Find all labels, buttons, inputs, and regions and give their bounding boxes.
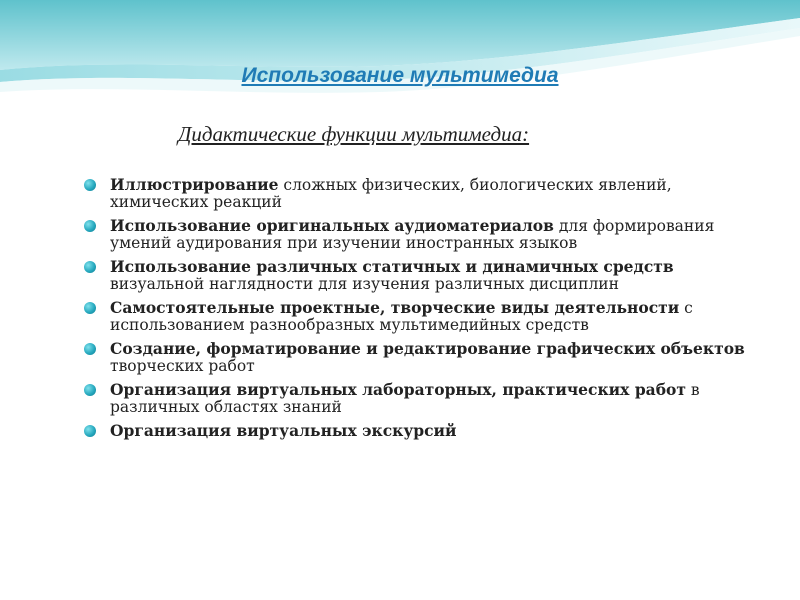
list-item (82, 258, 752, 293)
list-item (82, 299, 752, 334)
item-bold: Самостоятельные проектные, творческие виды деятельности (110, 298, 680, 317)
list-item (82, 381, 752, 416)
list-item (82, 217, 752, 252)
page-title: Использование мультимедиа (241, 64, 559, 87)
list-item (82, 340, 752, 375)
bullet-icon (84, 261, 96, 273)
bullet-icon (84, 384, 96, 396)
bullet-icon (84, 343, 96, 355)
item-bold: Организация виртуальных экскурсий (110, 421, 457, 440)
item-bold: Организация виртуальных лабораторных, практических работ (110, 380, 686, 399)
list-item (82, 176, 752, 211)
bullet-icon (84, 179, 96, 191)
item-text: для формирования умений аудирования при изучении иностранных языков (110, 217, 715, 252)
functions-list (82, 176, 752, 446)
item-text: творческих работ (110, 357, 255, 375)
item-bold: Создание, форматирование и редактирование графических объектов (110, 339, 745, 358)
item-text: сложных физических, биологических явлений, химических реакций (110, 176, 672, 211)
item-text: визуальной наглядности для изучения различных дисциплин (110, 275, 619, 293)
page-subtitle: Дидактические функции мультимедиа: (178, 122, 530, 146)
bullet-icon (84, 220, 96, 232)
item-text: в различных областях знаний (110, 381, 700, 416)
item-bold: Иллюстрирование (110, 175, 279, 194)
list-item (82, 422, 752, 440)
item-bold: Использование различных статичных и динамичных средств (110, 257, 674, 276)
item-bold: Использование оригинальных аудиоматериалов (110, 216, 554, 235)
item-text: с использованием разнообразных мультимедийных средств (110, 299, 693, 334)
bullet-icon (84, 302, 96, 314)
header-wave-decoration (0, 0, 800, 120)
bullet-icon (84, 425, 96, 437)
